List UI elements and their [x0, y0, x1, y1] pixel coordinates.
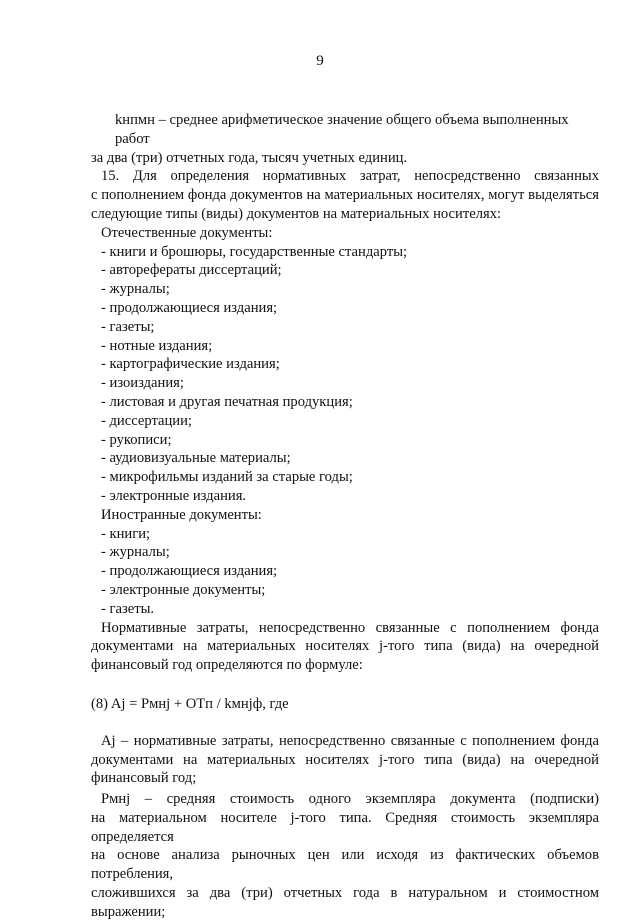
list-item: - рукописи; [101, 431, 172, 448]
list-item: - изоиздания; [101, 375, 184, 392]
list-item: - газеты. [101, 600, 155, 617]
list-item: - листовая и другая печатная продукция; [101, 393, 353, 410]
pmnj-definition-line-2: на материальном носителе j-того типа. Средняя стоимость экземпляра определяется [91, 809, 599, 845]
list-item: - продолжающиеся издания; [101, 563, 278, 580]
list-item: - диссертации; [101, 412, 192, 429]
list-item: - книги; [101, 525, 151, 542]
domestic-heading: Отечественные документы: [101, 224, 273, 241]
list-item: - авторефераты диссертаций; [101, 262, 282, 279]
list-item: - газеты; [101, 318, 155, 335]
norm-line-3: финансовый год определяются по формуле: [91, 657, 363, 674]
norm-line-1: Нормативные затраты, непосредственно связанные с пополнением фонда [101, 619, 599, 636]
pmnj-definition-line-1: Pмнj – средняя стоимость одного экземпляра документа (подписки) [101, 791, 599, 808]
list-item: - книги и брошюры, государственные стандарты; [101, 243, 408, 260]
list-item: - нотные издания; [101, 337, 213, 354]
list-item: - журналы; [101, 544, 170, 561]
document-body [91, 111, 599, 922]
list-item: - аудиовизуальные материалы; [101, 450, 291, 467]
item15-line-2: с пополнением фонда документов на материальных носителях, могут выделяться [91, 187, 599, 204]
aj-definition-line-3: финансовый год; [91, 770, 197, 787]
formula: (8) Aj = Pмнj + OTп / kмнjф, где [91, 695, 289, 712]
list-item: - продолжающиеся издания; [101, 299, 278, 316]
aj-definition-line-1: Aj – нормативные затраты, непосредственно связанные с пополнением фонда [101, 732, 599, 749]
list-item: - журналы; [101, 281, 170, 298]
pmnj-definition-line-4: сложившихся за два (три) отчетных года в натуральном и стоимостном выражении; [91, 885, 599, 920]
item15-line-3: следующие типы (виды) документов на материальных носителях: [91, 205, 502, 222]
list-item: - микрофильмы изданий за старые годы; [101, 469, 353, 486]
list-item: - картографические издания; [101, 356, 280, 373]
page-number: 9 [316, 53, 324, 69]
foreign-list [101, 525, 599, 619]
intro-line-1: kнпмн – среднее арифметическое значение общего объема выполненных работ [115, 112, 569, 147]
list-item: - электронные документы; [101, 581, 266, 598]
item15-line-1: 15. Для определения нормативных затрат, непосредственно связанных [101, 168, 599, 185]
list-item: - электронные издания. [101, 487, 247, 504]
aj-definition-line-2: документами на материальных носителях j-того типа (вида) на очередной [91, 751, 599, 768]
pmnj-definition-line-3: на основе анализа рыночных цен или исходя из фактических объемов потребления, [91, 847, 599, 883]
norm-line-2: документами на материальных носителях j-того типа (вида) на очередной [91, 638, 599, 655]
foreign-heading: Иностранные документы: [101, 506, 262, 523]
domestic-list [101, 243, 599, 506]
intro-line-2: за два (три) отчетных года, тысяч учетных единиц. [91, 149, 408, 166]
